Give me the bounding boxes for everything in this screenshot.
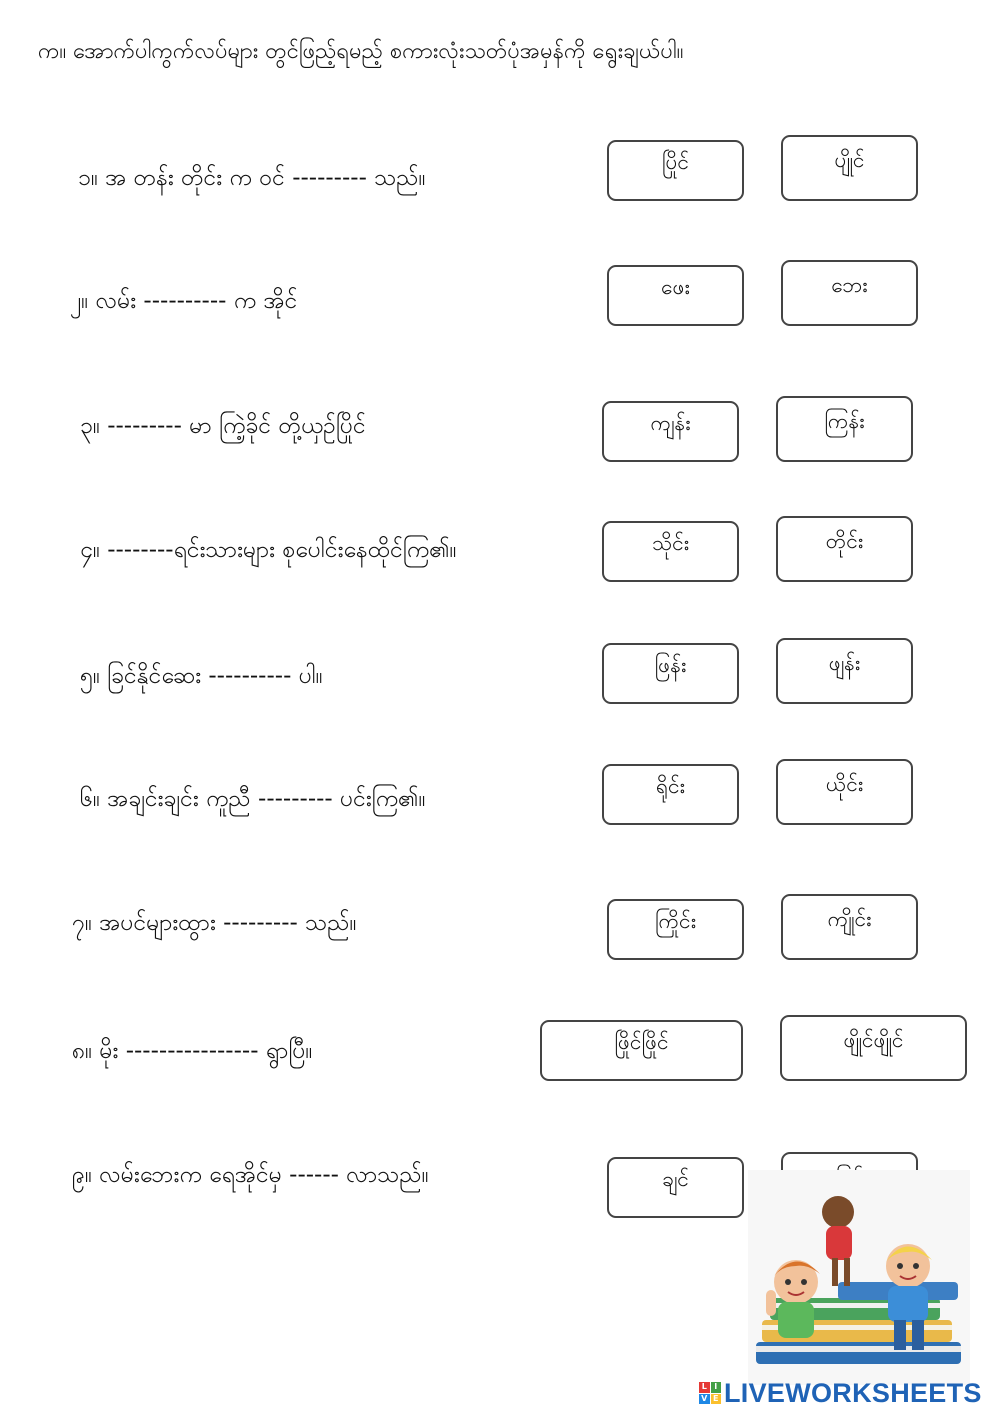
liveworksheets-badge-icon: L I V E bbox=[699, 1382, 721, 1404]
q1-option-b[interactable]: ပျိုင် bbox=[781, 135, 918, 201]
q9-option-a[interactable]: ချင် bbox=[607, 1157, 744, 1218]
question-9: ၉။ လမ်းဘေးက ရေအိုင်မှ ------ လာသည်။ bbox=[72, 1162, 429, 1188]
question-2: ၂။ လမ်း ---------- က အိုင် bbox=[70, 288, 298, 314]
q3-option-b[interactable]: ကြန်း bbox=[776, 396, 913, 462]
q7-option-b[interactable]: ကျိုင်း bbox=[781, 894, 918, 960]
question-3: ၃။ --------- မာ ကြဲ့ခိုင် တို့ယှဉ်ပြိုင် bbox=[80, 413, 366, 439]
question-8: ၈။ မိုး ---------------- ရွာပြီ။ bbox=[72, 1038, 313, 1064]
q3-option-a[interactable]: ကျန်း bbox=[602, 401, 739, 462]
q7-option-a[interactable]: ကြိုင်း bbox=[607, 899, 744, 960]
liveworksheets-logo bbox=[699, 1378, 982, 1408]
q8-option-a[interactable]: ဖြိုင်ဖြိုင် bbox=[540, 1020, 743, 1081]
question-4: ၄။ --------ရင်းသားများ စုပေါင်းနေထိုင်ကြ၏။ bbox=[80, 537, 457, 563]
q6-option-b[interactable]: ယိုင်း bbox=[776, 759, 913, 825]
q2-option-b[interactable]: ဘေး bbox=[781, 260, 918, 326]
instruction-heading: က။ အောက်ပါကွက်လပ်များ တွင်ဖြည့်ရမည့် စကားလုံးသတ်ပုံအမှန်ကို ရွေးချယ်ပါ။ bbox=[38, 39, 684, 64]
q1-option-a[interactable]: ပြိုင် bbox=[607, 140, 744, 201]
children-reading-books-icon bbox=[748, 1170, 970, 1385]
question-6: ၆။ အချင်းချင်း ကူညီ --------- ပင်းကြ၏။ bbox=[80, 786, 426, 812]
q2-option-a[interactable]: ဖေး bbox=[607, 265, 744, 326]
question-5: ၅။ ခြင်နိုင်ဆေး ---------- ပါ။ bbox=[80, 663, 323, 689]
q5-option-b[interactable]: ဖျန်း bbox=[776, 638, 913, 704]
q4-option-b[interactable]: တိုင်း bbox=[776, 516, 913, 582]
q6-option-a[interactable]: ရိုင်း bbox=[602, 764, 739, 825]
question-7: ၇။ အပင်များထွား --------- သည်။ bbox=[72, 910, 357, 936]
q4-option-a[interactable]: သိုင်း bbox=[602, 521, 739, 582]
question-1: ၁။ အ တန်း တိုင်း က ဝင် --------- သည်။ bbox=[78, 165, 426, 191]
q5-option-a[interactable]: ဖြန်း bbox=[602, 643, 739, 704]
liveworksheets-wordmark: LIVEWORKSHEETS bbox=[724, 1377, 982, 1408]
q8-option-b[interactable]: ဖျိုင်ဖျိုင် bbox=[780, 1015, 967, 1081]
